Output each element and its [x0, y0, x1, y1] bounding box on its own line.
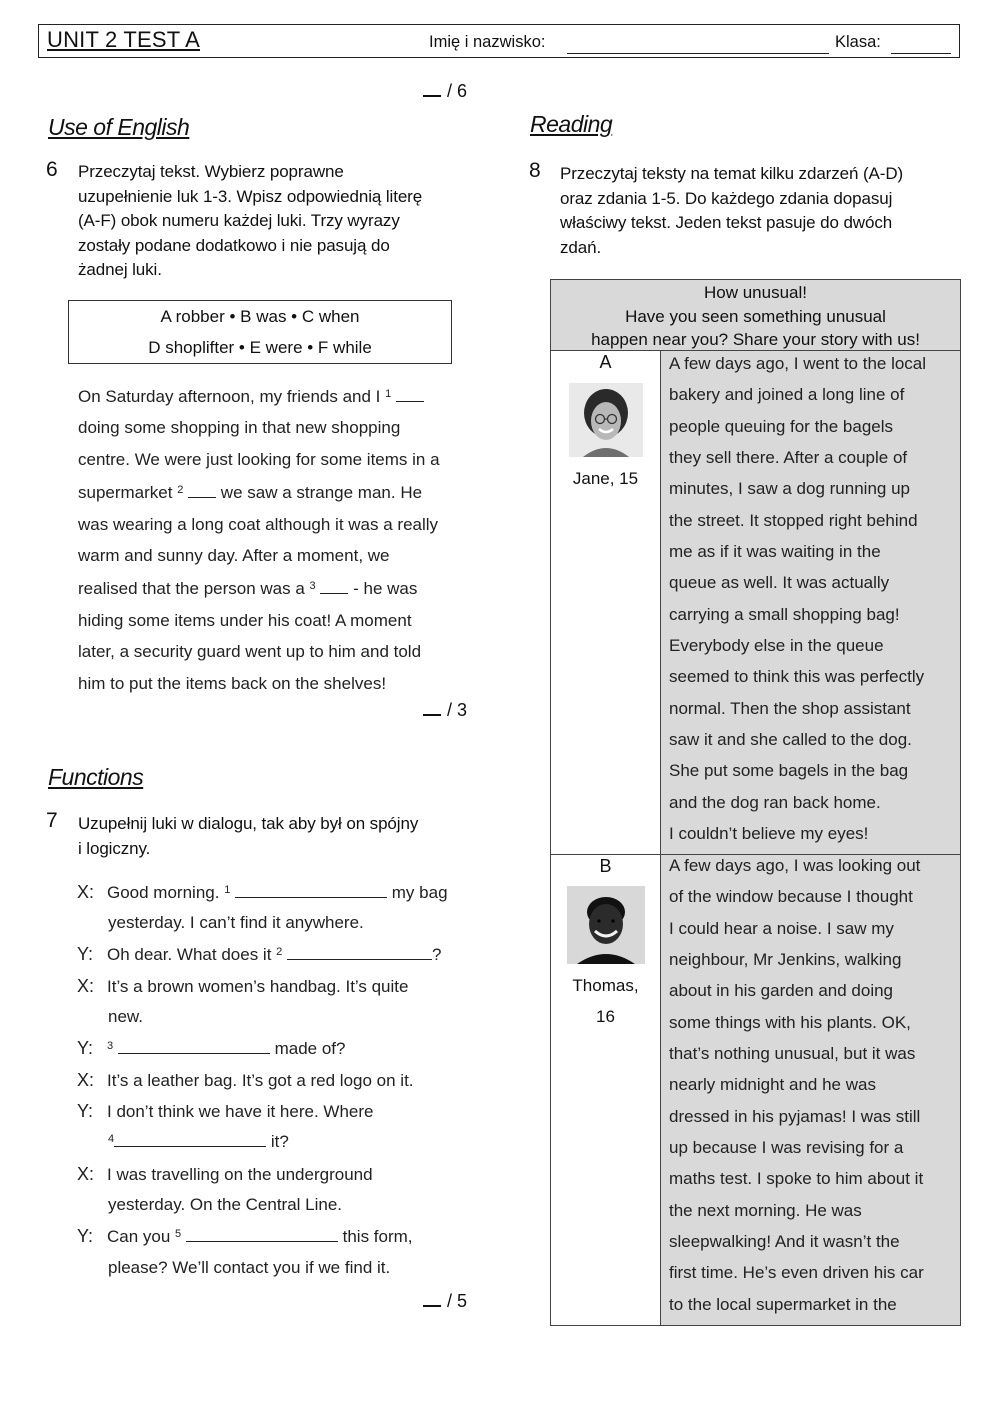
- unit-title: UNIT 2 TEST A: [47, 27, 200, 52]
- gap-3[interactable]: [320, 581, 348, 594]
- entry-b-person: Thomas, 16: [572, 976, 639, 1026]
- dialogue-line-5: X: It’s a leather bag. It’s got a red logo on it.: [77, 1070, 414, 1090]
- task-number-6: 6: [46, 158, 58, 181]
- task-6-instruction: Przeczytaj tekst. Wybierz poprawne uzupełnienie luk 1-3. Wpisz odpowiednią literę (A-F) obok numeru każdej luki. Trzy wyrazy zostały podane dodatkowo i nie pasują do żadnej luki.: [78, 162, 423, 279]
- dialogue-gap-5[interactable]: [186, 1229, 338, 1242]
- word-box-line-1: A robber • B was • C when: [160, 307, 360, 326]
- reading-title: Reading: [530, 111, 613, 137]
- entry-a-person: Jane, 15: [572, 469, 639, 488]
- column-divider: [660, 351, 661, 1325]
- score-blank[interactable]: [423, 700, 441, 716]
- functions-title: Functions: [48, 764, 144, 790]
- task-number-7: 7: [46, 809, 58, 832]
- dialogue-line-6-cont: $^4$ it?: [108, 1132, 289, 1151]
- name-label: Imię i nazwisko:: [429, 33, 546, 51]
- text-b: A few days ago, I was looking out of the window because I thought I could hear a noise. I saw my neighbour, Mr Jenkins, walking about in his garden and doing some things with his plants. OK, that’s nothing unusual, but it was nearly midnight and he was dressed in his pyjamas! I was still up because I was revising for a maths test. I spoke to him about it the next morning. He was sleepwalking! And it wasn’t the first time. He’s even driven his car to the local supermarket in the: [669, 856, 924, 1314]
- dialogue-line-3: X: It’s a brown women’s handbag. It’s quite: [77, 976, 409, 996]
- dialogue-gap-2[interactable]: [287, 947, 432, 960]
- avatar-thomas-icon: [567, 886, 645, 964]
- entry-a-letter: A: [599, 352, 612, 372]
- class-input-line[interactable]: [891, 53, 951, 54]
- dialogue-line-7-cont: yesterday. On the Central Line.: [108, 1195, 343, 1214]
- dialogue-gap-4[interactable]: [114, 1134, 266, 1147]
- use-of-english-title: Use of English: [48, 114, 190, 140]
- dialogue-gap-1[interactable]: [235, 885, 387, 898]
- thomas-photo: [567, 886, 645, 964]
- avatar-jane-icon: [569, 383, 643, 457]
- jane-photo: [569, 383, 643, 457]
- task-8-instruction: Przeczytaj teksty na temat kilku zdarzeń (A-D) oraz zdania 1-5. Do każdego zdania dopasuj właściwy tekst. Jeden tekst pasuje do dwóch zdań.: [560, 164, 904, 257]
- task-6-text: On Saturday afternoon, my friends and I $^1$ doing some shopping in that new shopping centre. We were just looking for some items in a supermarket $^2$ we saw a strange man. He was wearing a long coat although it was a really warm and sunny day. After a moment, we realised that the person was a $^3$ - he was hiding some items under his coat! A moment later, a security guard went up to him and told him to put the items back on the shelves!: [78, 387, 440, 693]
- word-box-line-2: D shoplifter • E were • F while: [148, 338, 372, 357]
- gap-1[interactable]: [396, 389, 424, 402]
- dialogue-line-2: Y: Oh dear. What does it $^2$ ?: [77, 944, 442, 964]
- entry-b-letter: B: [599, 856, 612, 876]
- dialogue-line-4: Y: $^3$ made of?: [77, 1038, 346, 1058]
- gap-2[interactable]: [188, 485, 216, 498]
- score-ex7: / 5: [423, 1291, 467, 1312]
- text-a: A few days ago, I went to the local bakery and joined a long line of people queuing for the bagels they sell there. After a couple of minutes, I saw a dog running up the street. It stopped right behind me as if it was waiting in the queue as well. It was actually carrying a small shopping bag! Everybody else in the queue seemed to think this was perfectly normal. Then the shop assistant saw it and she called to the dog. She put some bagels in the bag and the dog ran back home. I couldn’t believe my eyes!: [669, 354, 927, 844]
- reading-table: [550, 279, 961, 1326]
- score-blank[interactable]: [423, 81, 441, 97]
- word-box: [68, 300, 452, 364]
- score-blank[interactable]: [423, 1291, 441, 1307]
- dialogue-line-8-cont: please? We’ll contact you if we find it.: [108, 1258, 391, 1277]
- dialogue-line-1-cont: yesterday. I can’t find it anywhere.: [108, 913, 364, 932]
- name-input-line[interactable]: [567, 53, 829, 54]
- class-label: Klasa:: [835, 33, 881, 51]
- header-box: [38, 24, 960, 58]
- dialogue-line-3-cont: new.: [108, 1007, 143, 1026]
- reading-table-header: How unusual! Have you seen something unusual happen near you? Share your story with us!: [551, 280, 960, 351]
- dialogue-line-6: Y: I don’t think we have it here. Where: [77, 1101, 374, 1121]
- dialogue-line-7: X: I was travelling on the underground: [77, 1164, 373, 1184]
- dialogue-line-8: Y: Can you $^5$ this form,: [77, 1226, 413, 1246]
- dialogue-line-1: X: Good morning. $^1$ my bag: [77, 882, 448, 902]
- score-top: / 6: [423, 81, 467, 102]
- task-7-instruction: Uzupełnij luki w dialogu, tak aby był on spójny i logiczny.: [78, 814, 419, 858]
- task-number-8: 8: [529, 159, 541, 182]
- dialogue-gap-3[interactable]: [118, 1041, 270, 1054]
- score-ex6: / 3: [423, 700, 467, 721]
